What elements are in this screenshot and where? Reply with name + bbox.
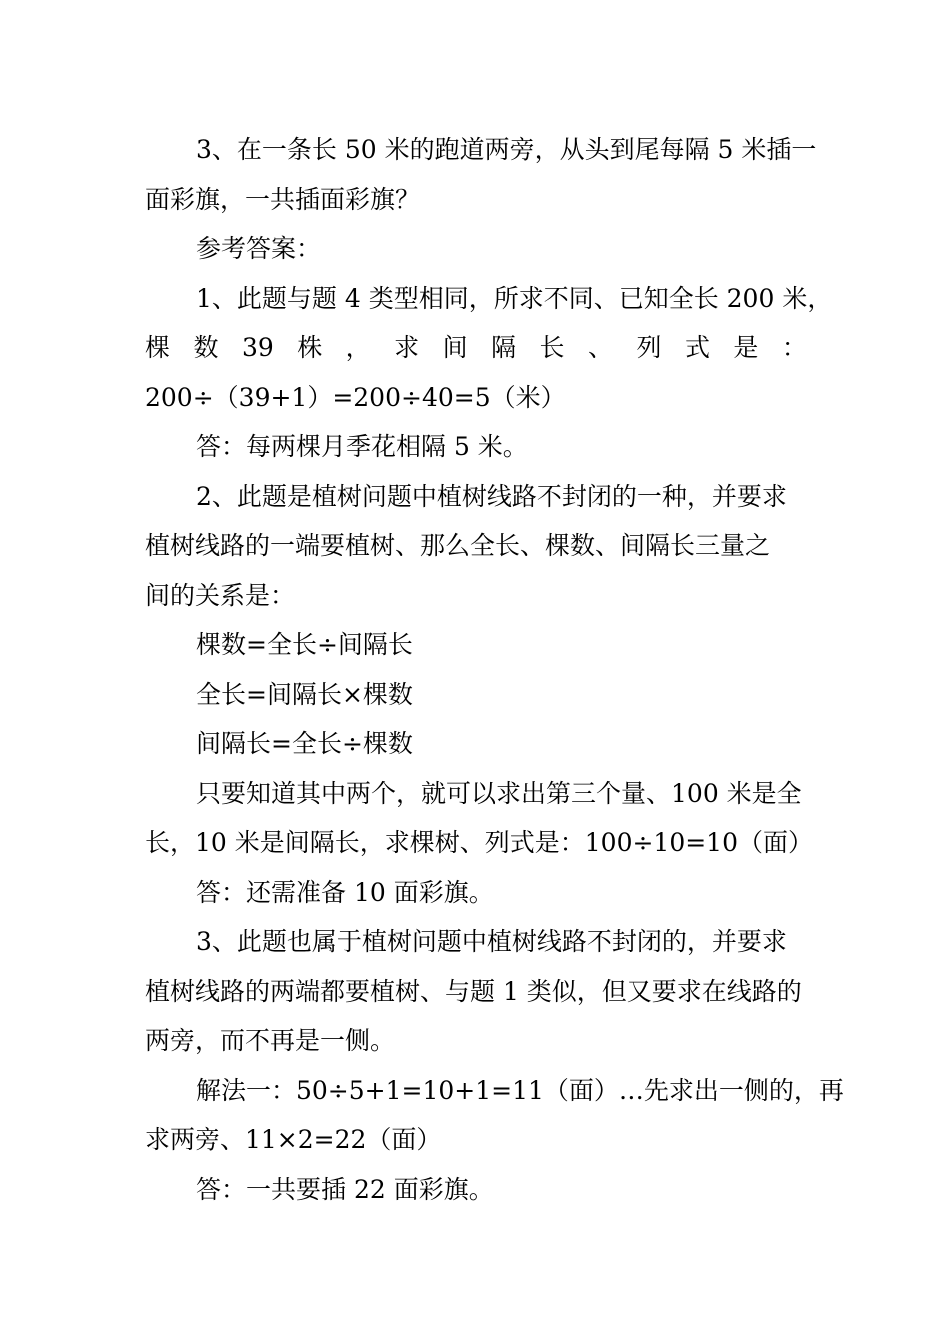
- text-line: 植树线路的两端都要植树、与题 1 类似，但又要求在线路的: [145, 976, 802, 1006]
- justified-text-line: [145, 323, 807, 373]
- text-line: 间的关系是：: [145, 580, 296, 610]
- justified-char: ，: [345, 333, 371, 362]
- formula-line: 棵数=全长÷间隔长: [196, 630, 413, 659]
- text-line: 植树线路的一端要植树、那么全长、棵数、间隔长三量之: [145, 531, 771, 560]
- section-heading: 参考答案：: [196, 234, 322, 263]
- justified-char: 求: [394, 333, 420, 362]
- justified-char: 是: [733, 333, 759, 362]
- answer-line: 答：每两棵月季花相隔 5 米。: [196, 432, 528, 461]
- justified-char: 棵: [145, 333, 171, 362]
- justified-char: ：: [781, 333, 807, 362]
- formula-line: 200÷（39+1）=200÷40=5（米）: [145, 382, 566, 412]
- text-line: 只要知道其中两个，就可以求出第三个量、100 米是全: [196, 778, 802, 808]
- answer-line: 答：还需准备 10 面彩旗。: [196, 877, 494, 907]
- text-line: 求两旁、11×2=22（面）: [145, 1125, 442, 1154]
- justified-char: 式: [684, 333, 710, 362]
- text-line: 两旁，而不再是一侧。: [145, 1026, 396, 1055]
- text-line: 解法一：50÷5+1=10+1=11（面）…先求出一侧的，再: [196, 1075, 844, 1105]
- justified-char: 列: [636, 333, 662, 362]
- formula-line: 间隔长=全长÷棵数: [196, 729, 413, 758]
- text-line: 2、此题是植树问题中植树线路不封闭的一种，并要求: [196, 481, 787, 511]
- document-body: [145, 125, 844, 1214]
- justified-char: 39: [241, 333, 274, 362]
- justified-char: 、: [588, 333, 614, 362]
- text-line: 面彩旗，一共插面彩旗？: [145, 184, 421, 214]
- text-line: 1、此题与题 4 类型相同，所求不同、已知全长 200 米，: [196, 283, 833, 313]
- text-line: 3、此题也属于植树问题中植树线路不封闭的，并要求: [196, 927, 787, 956]
- justified-char: 数: [193, 333, 219, 362]
- justified-char: 株: [297, 333, 323, 362]
- justified-char: 长: [539, 333, 565, 362]
- formula-line: 全长=间隔长×棵数: [196, 679, 413, 709]
- justified-char: 隔: [491, 333, 517, 362]
- justified-char: 间: [442, 333, 468, 362]
- text-line: 长，10 米是间隔长，求棵树、列式是：100÷10=10（面）: [145, 828, 813, 857]
- answer-line: 答：一共要插 22 面彩旗。: [196, 1174, 494, 1204]
- text-line: 3、在一条长 50 米的跑道两旁，从头到尾每隔 5 米插一: [196, 135, 817, 164]
